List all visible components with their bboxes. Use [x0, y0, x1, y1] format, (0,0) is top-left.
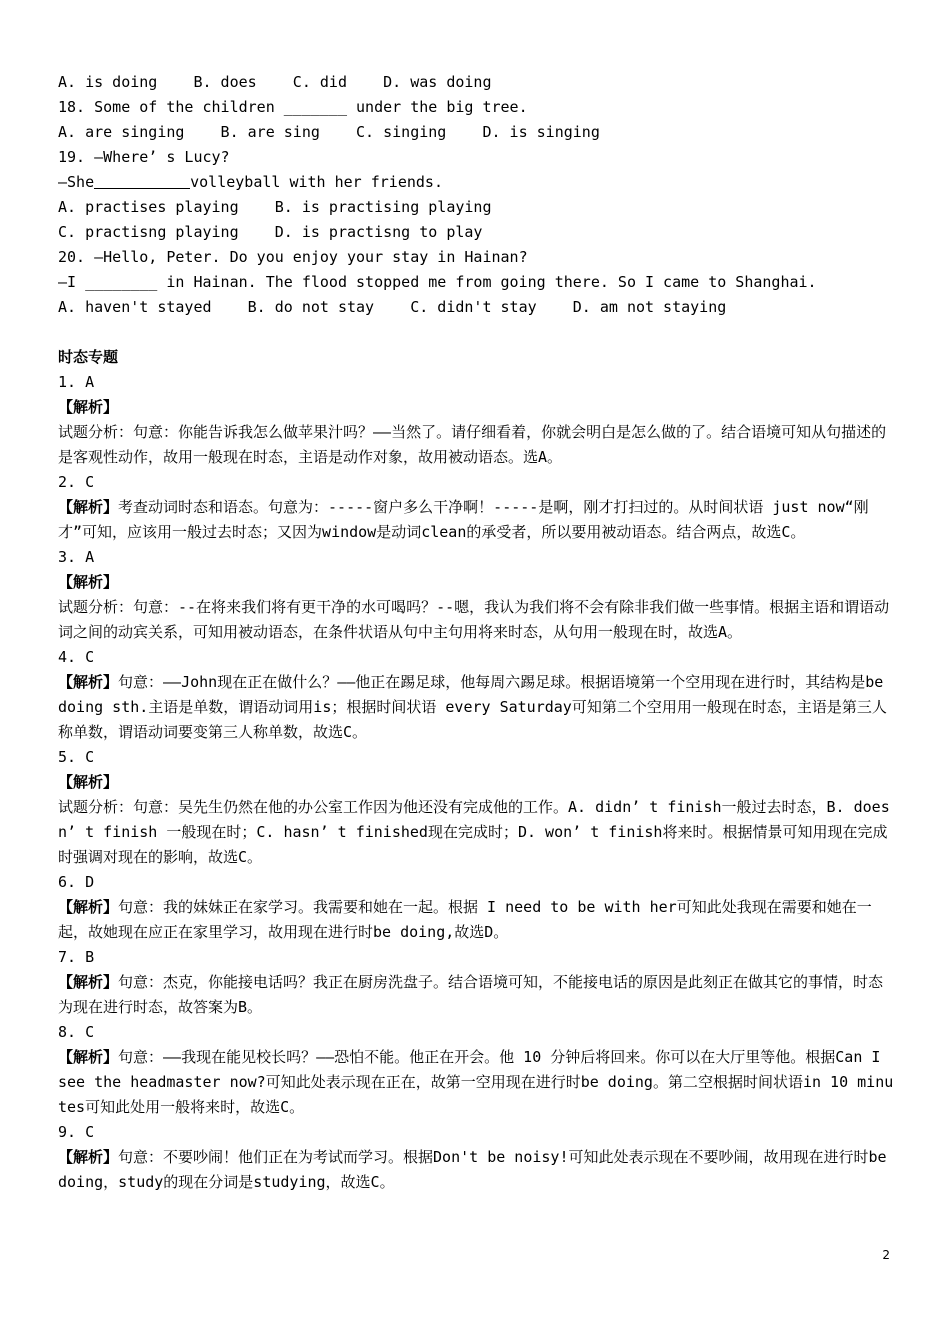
analysis-text: 试题分析：句意：你能告诉我怎么做苹果汁吗？——当然了。请仔细看着，你就会明白是怎么做的了。结合语境可知从句描述的是客观性动作，故用一般现在时态，主语是动作对象，故用被动语态。选A。 [58, 423, 887, 466]
answer-number: 7. B [58, 948, 95, 966]
q19-options-cd: C. practisng playing D. is practisng to play [58, 223, 483, 241]
q20-answer: —I ________ in Hainan. The flood stopped me from going there. So I came to Shanghai. [58, 273, 817, 291]
q19-blank [94, 172, 190, 189]
q19-answer-prefix: —She [58, 173, 95, 191]
analysis-paragraph [58, 895, 898, 945]
q19-stem: 19. —Where’ s Lucy? [58, 148, 230, 166]
analysis-paragraph [58, 1145, 898, 1195]
analysis-label: 【解析】 [58, 673, 119, 691]
analysis-label: 【解析】 [58, 498, 119, 516]
analysis-text: 句意：我的妹妹正在家学习。我需要和她在一起。根据 I need to be with her可知此处我现在需要和她在一起，故她现在应正在家里学习，故用现在进行时be doing,故选D。 [58, 898, 872, 941]
analysis-text: 考查动词时态和语态。句意为：-----窗户多么干净啊！-----是啊，刚才打扫过的。从时间状语 just now“刚才”可知，应该用一般过去时态；又因为window是动词clean的承受者，所以要用被动语态。结合两点，故选C。 [58, 498, 869, 541]
analysis-text: 句意：——我现在能见校长吗？——恐怕不能。他正在开会。他 10 分钟后将回来。你可以在大厅里等他。根据Can I see the headmaster now?可知此处表示现在正在，故第一空用现在进行时be doing。第二空根据时间状语in 10 minutes可知此处用一般将来时，故选C。 [58, 1048, 894, 1116]
analysis-label: 【解析】 [58, 1148, 119, 1166]
q19-options-ab: A. practises playing B. is practising playing [58, 198, 492, 216]
answer-number: 4. C [58, 648, 95, 666]
analysis-label: 【解析】 [58, 398, 119, 416]
section-gap [58, 320, 898, 345]
analysis-text: 句意：不要吵闹！他们正在为考试而学习。根据Don't be noisy!可知此处表示现在不要吵闹，故用现在进行时be doing，study的现在分词是studying，故选C。 [58, 1148, 887, 1191]
analysis-text: 句意：——John现在正在做什么？——他正在踢足球，他每周六踢足球。根据语境第一个空用现在进行时，其结构是be doing sth.主语是单数，谓语动词用is；根据时间状语 every Saturday可知第二个空用用一般现在时态，主语是第三人称单数，谓语动词要变第三人称单数，故选C。 [58, 673, 887, 741]
answer-number: 1. A [58, 373, 95, 391]
analysis-label: 【解析】 [58, 773, 119, 791]
answer-number: 6. D [58, 873, 95, 891]
answers-section-title: 时态专题 [58, 348, 119, 366]
answer-number: 2. C [58, 473, 95, 491]
answer-number: 5. C [58, 748, 95, 766]
q19-answer-line [58, 170, 898, 195]
answer-number: 9. C [58, 1123, 95, 1141]
q17-options: A. is doing B. does C. did D. was doing [58, 73, 492, 91]
analysis-text: 试题分析：句意：--在将来我们将有更干净的水可喝吗？--嗯，我认为我们将不会有除非我们做一些事情。根据主语和谓语动词之间的动宾关系，可知用被动语态，在条件状语从句中主句用将来时态，从句用一般现在时，故选A。 [58, 598, 890, 641]
analysis-text: 句意：杰克，你能接电话吗？我正在厨房洗盘子。结合语境可知，不能接电话的原因是此刻正在做其它的事情，时态为现在进行时态，故答案为B。 [58, 973, 884, 1016]
q20-stem: 20. —Hello, Peter. Do you enjoy your stay in Hainan? [58, 248, 528, 266]
answer-number: 3. A [58, 548, 95, 566]
analysis-paragraph [58, 495, 898, 545]
analysis-label: 【解析】 [58, 898, 119, 916]
analysis-label: 【解析】 [58, 573, 119, 591]
analysis-paragraph [58, 1045, 898, 1120]
analysis-label: 【解析】 [58, 973, 119, 991]
document-page [58, 70, 898, 1195]
answer-number: 8. C [58, 1023, 95, 1041]
analysis-text: 试题分析：句意：吴先生仍然在他的办公室工作因为他还没有完成他的工作。A. didn’ t finish一般过去时态，B. doesn’ t finish 一般现在时；C. hasn’ t finished现在完成时；D. won’ t finish将来时。根据情景可知用现在完成时强调对现在的影响，故选C。 [58, 798, 890, 866]
q20-options: A. haven't stayed B. do not stay C. didn't stay D. am not staying [58, 298, 727, 316]
q18-stem: 18. Some of the children _______ under the big tree. [58, 98, 528, 116]
q19-answer-suffix: volleyball with her friends. [190, 173, 443, 191]
analysis-label: 【解析】 [58, 1048, 119, 1066]
analysis-paragraph [58, 970, 898, 1020]
q18-options: A. are singing B. are sing C. singing D. is singing [58, 123, 600, 141]
analysis-paragraph [58, 670, 898, 745]
page-number: 2 [882, 1248, 890, 1262]
